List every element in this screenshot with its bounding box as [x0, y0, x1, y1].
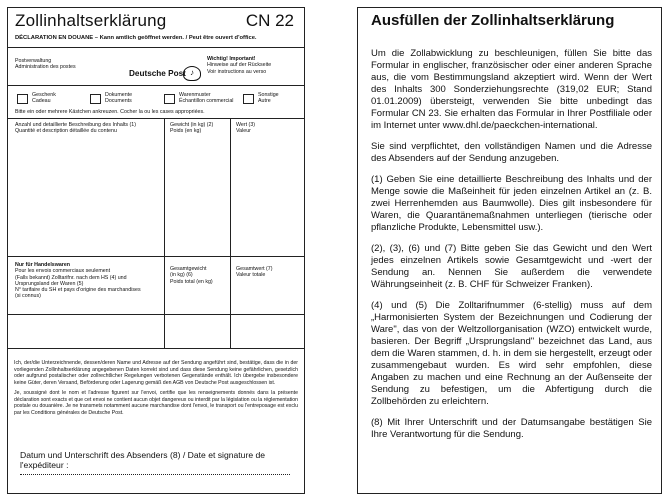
category-gift-label: Geschenk Cadeau — [32, 92, 56, 105]
checkbox-sample[interactable] — [164, 94, 175, 104]
column-value-header: Wert (3) Valeur — [236, 122, 256, 135]
category-documents-label: Dokumente Documents — [105, 92, 133, 105]
checkbox-gift[interactable] — [17, 94, 28, 104]
cn22-form — [7, 7, 305, 494]
instructions-panel — [357, 7, 662, 494]
instruction-paragraph: (2), (3), (6) und (7) Bitte geben Sie das Gewicht und den Wert jedes einzelnen Artikels sowie Gesamtgewicht und -wert der Sendung an. Nennen Sie außerdem die verwendete Währungseinheit (z. B. CHF für Schweizer Franken). — [371, 243, 652, 290]
column-description-header: Anzahl und detaillierte Beschreibung des Inhalts (1) Quantité et description détaillée du contenu — [15, 122, 137, 135]
description-field[interactable] — [8, 139, 164, 256]
declaration-text: Ich, der/die Unterzeichnende, dessen/deren Name und Adresse auf der Sendung angeführt sind, bestätige, dass die in der vorliegenden Zollinhaltserklärung angegebenen Daten korrekt sind und dass diese Sendung keine gefährlichen, gesetzlich oder aufgrund postalischer oder zollrechtlicher Regelungen verbotenen Gegenstände enthält. Ich übergebe insbesondere keine Güter, deren Versand, Beförderung oder Lagerung gemäß den AGB von Deutsche Post ausgeschlossen ist. Je, soussigné dont le nom et l'adresse figurent sur l'envoi, certifie que les renseignements donnés dans la présente déclaration sont exacts et que cet envoi ne contient aucun objet dangereux ou interdit par la législation ou la réglementation postale ou douanière. Je ne transmets notamment aucune marchandise dont l'envoi, le transport ou l'entreposage est exclu par les Conditions générales de Deutsche Post. — [14, 360, 298, 416]
tariff-origin-field[interactable] — [8, 315, 164, 347]
instructions-title: Ausfüllen der Zollinhaltserklärung — [371, 12, 615, 29]
instruction-paragraph: (4) und (5) Die Zolltarifnummer (6-stellig) muss auf dem „Harmonisierten System der Bezeichnungen und Codierung der Ware", das von der Weltzollorganisation (WZO) entwickelt wurde, basieren. Der Begriff „Ursprungsland" bezeichnet das Land, aus dem die Waren stammen, d. h. in dem sie hergestellt, erzeugt oder zusammengebaut wurden. Es wird sehr empfohlen, diese Angaben zu machen und eine Rechnung an der Außenseite der Sendung zu befestigen, um die Abfertigung durch die Zollbehörden zu erleichtern. — [371, 300, 652, 407]
form-subtitle: DÉCLARATION EN DOUANE – Kann amtlich geöffnet werden. / Peut être ouvert d'office. — [15, 35, 257, 41]
tick-instruction: Bitte ein oder mehrere Kästchen ankreuzen. Cocher la ou les cases appropriées. — [15, 109, 205, 115]
instruction-paragraph: (1) Geben Sie eine detaillierte Beschreibung des Inhalts und der Menge sowie die Maßeinheit für jeden einzelnen Artikel an (z. B. zwei Herrenhemden aus Baumwolle). Dies gilt insbesondere für Waren, die Quarantänemaßnahmen unterliegen (tierische oder pflanzliche Produkte, Lebensmittel usw.). — [371, 174, 652, 233]
signature-label: Datum und Unterschrift des Absenders (8) / Date et signature de l'expéditeur : — [20, 450, 266, 470]
instruction-paragraph: Um die Zollabwicklung zu beschleunigen, füllen Sie bitte das Formular in englischer, französischer oder einer anderen Sprache aus, die vom Bestimmungsland akzeptiert wird. Wenn der Wert des Inhalts 300 Sonderziehungsrechte (319,02 EUR; Stand 01.01.2009) übersteigt, verwenden Sie bitte unbedingt das Formular CN 23. Sie erhalten das Formular in Ihrer Postfiliale oder im Internet unter www.dhl.de/paeckchen-international. — [371, 48, 652, 131]
value-field[interactable] — [231, 139, 303, 256]
form-title: Zollinhaltserklärung — [15, 11, 167, 30]
weight-field[interactable] — [165, 139, 230, 256]
important-note: Wichtig! Important! Hinweise auf der Rückseite Voir instructions au verso — [207, 56, 272, 75]
instruction-paragraph: (8) Mit Ihrer Unterschrift und der Datumsangabe bestätigen Sie Ihre Verantwortung für die Sendung. — [371, 417, 652, 440]
commercial-section: Nur für Handelswaren Pour les envois commerciaux seulement (Falls bekannt) Zolltarifnr. nach dem HS (4) und Ursprungsland der Waren (5) N° tarifaire du SH et pays d'origine des marchandises (si connus) — [15, 262, 141, 300]
instruction-paragraph: Sie sind verpflichtet, den vollständigen Namen und die Adresse des Absenders auf der Sendung anzugeben. — [371, 141, 652, 164]
category-other-label: Sonstige Autre — [258, 92, 279, 105]
total-value-field[interactable] — [231, 315, 303, 347]
category-sample-label: Warenmuster Échantillon commercial — [179, 92, 234, 105]
total-value-header: Gesamtwert (7) Valeur totale — [236, 266, 273, 279]
total-weight-header: Gesamtgewicht (in kg) (6) Poids total (en kg) — [170, 266, 213, 285]
post-horn-icon: ♪ — [183, 66, 201, 81]
divider — [8, 256, 304, 257]
deutsche-post-logo-text: Deutsche Post — [129, 69, 186, 78]
divider — [8, 348, 304, 349]
divider — [8, 118, 304, 119]
signature-line[interactable] — [20, 474, 290, 475]
instructions-body — [371, 48, 652, 450]
checkbox-documents[interactable] — [90, 94, 101, 104]
total-weight-field[interactable] — [165, 315, 230, 347]
column-weight-header: Gewicht (in kg) (2) Poids (en kg) — [170, 122, 214, 135]
divider — [8, 47, 304, 48]
form-code: CN 22 — [245, 11, 294, 30]
checkbox-other[interactable] — [243, 94, 254, 104]
divider — [8, 85, 304, 86]
admin-label: Postverwaltung Administration des postes — [15, 58, 76, 71]
